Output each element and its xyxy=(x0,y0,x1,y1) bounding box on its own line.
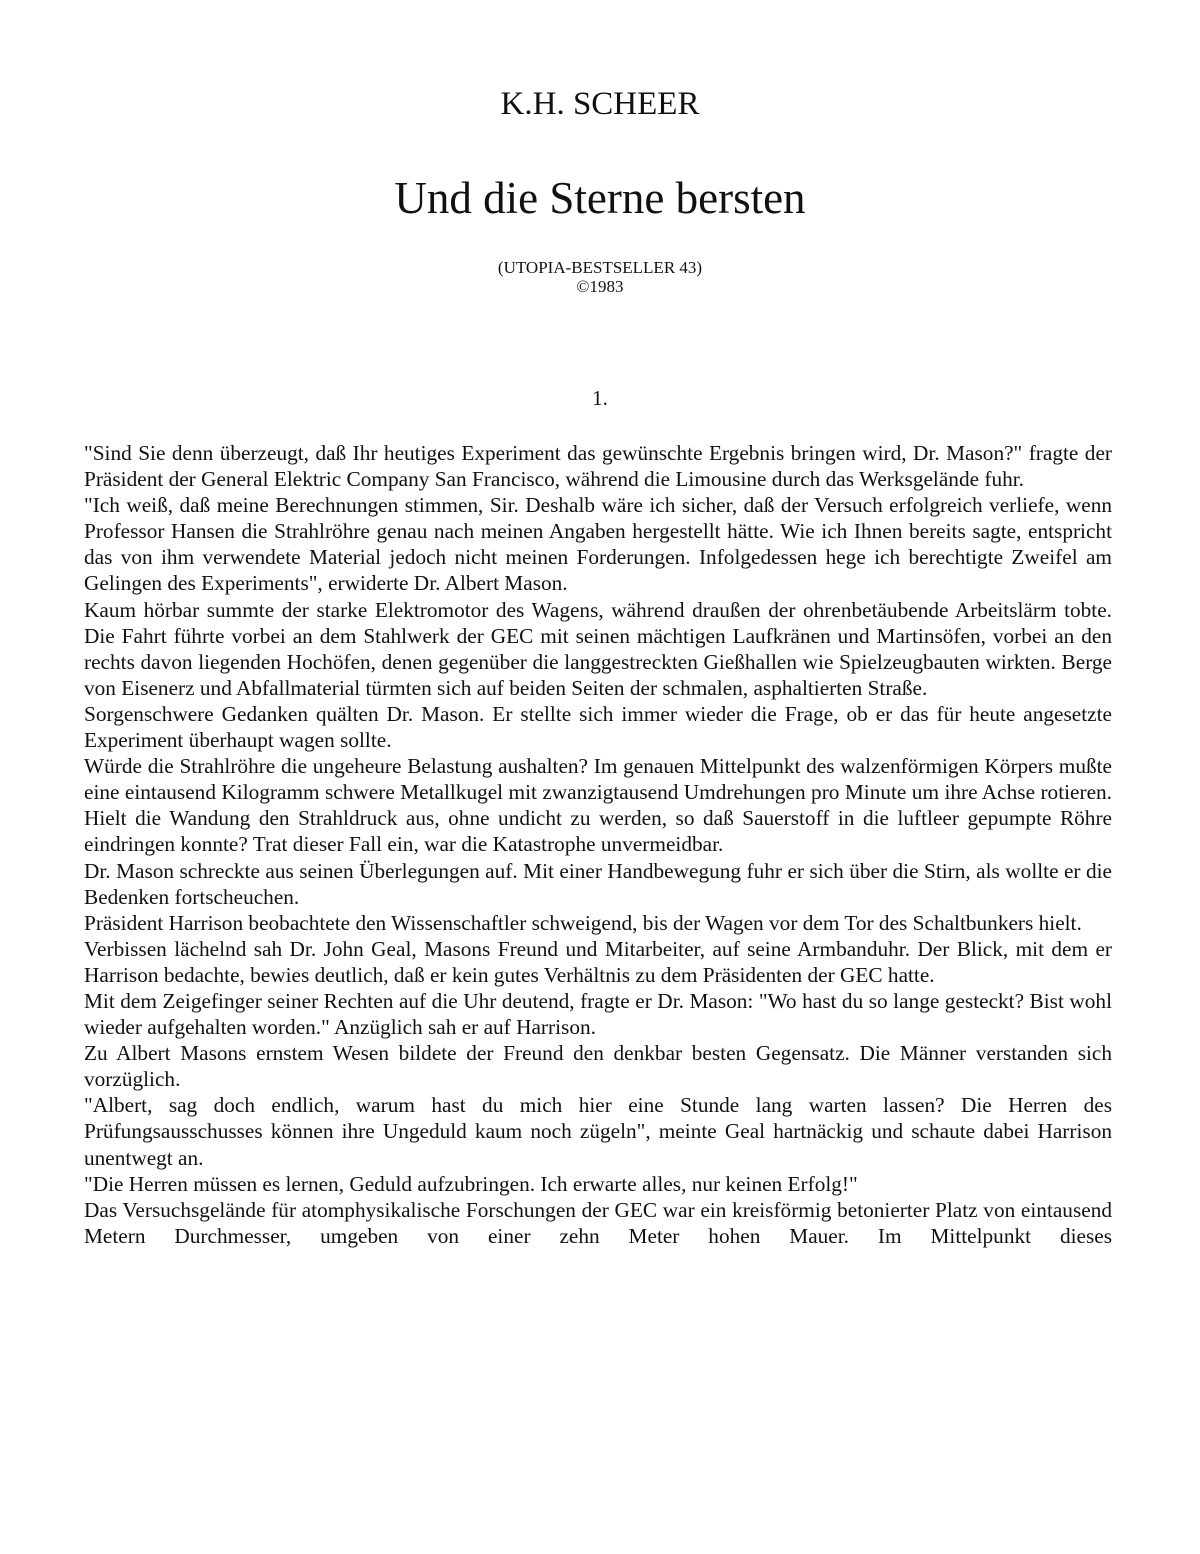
copyright-year: ©1983 xyxy=(576,277,624,296)
paragraph: Mit dem Zeigefinger seiner Rechten auf die Uhr deutend, fragte er Dr. Mason: "Wo hast du so lange gesteckt? Bist wohl wieder aufgehalten worden." Anzüglich sah er auf Harrison. xyxy=(84,988,1112,1040)
paragraph: Kaum hörbar summte der starke Elektromotor des Wagens, während draußen der ohrenbetäubende Arbeitslärm tobte. Die Fahrt führte vorbei an dem Stahlwerk der GEC mit seinen mächtigen Laufkränen und Martinsöfen, vorbei an den rechts davon liegenden Hochöfen, denen gegenüber die langgestreckten Gießhallen wie Spielzeugbauten wirkten. Berge von Eisenerz und Abfallmaterial türmten sich auf beiden Seiten der schmalen, asphaltierten Straße. xyxy=(84,597,1112,700)
paragraph: Zu Albert Masons ernstem Wesen bildete der Freund den denkbar besten Gegensatz. Die Männer verstanden sich vorzüglich. xyxy=(84,1041,1112,1092)
body-text xyxy=(84,440,1112,1249)
paragraph: Das Versuchsgelände für atomphysikalische Forschungen der GEC war ein kreisförmig betonierter Platz von eintausend Metern Durchmesser, umgeben von einer zehn Meter hohen Mauer. Im Mittelpunkt dieses xyxy=(84,1197,1112,1248)
paragraph: Präsident Harrison beobachtete den Wissenschaftler schweigend, bis der Wagen vor dem Tor des Schaltbunkers hielt. xyxy=(84,910,1082,935)
paragraph: "Die Herren müssen es lernen, Geduld aufzubringen. Ich erwarte alles, nur keinen Erfolg!" xyxy=(84,1171,858,1196)
series-label: (UTOPIA-BESTSELLER 43) xyxy=(497,258,703,277)
author-name: K.H. SCHEER xyxy=(500,86,700,122)
chapter-number: 1. xyxy=(592,386,608,410)
paragraph: Verbissen lächelnd sah Dr. John Geal, Masons Freund und Mitarbeiter, auf seine Armbanduhr. Der Blick, mit dem er Harrison bedachte, bewies deutlich, daß er kein gutes Verhältnis zu dem Präsidenten der GEC hatte. xyxy=(84,936,1112,987)
paragraph: "Sind Sie denn überzeugt, daß Ihr heutiges Experiment das gewünschte Ergebnis bringen wird, Dr. Mason?" fragte der Präsident der General Elektric Company San Francisco, während die Limousine durch das Werksgelände fuhr. xyxy=(84,441,1112,492)
book-title: Und die Sterne bersten xyxy=(394,173,806,223)
paragraph: "Albert, sag doch endlich, warum hast du mich hier eine Stunde lang warten lassen? Die Herren des Prüfungsausschusses können ihre Ungeduld kaum noch zügeln", meinte Geal hartnäckig und schaute dabei Harrison unentwegt an. xyxy=(84,1093,1112,1170)
paragraph: Dr. Mason schreckte aus seinen Überlegungen auf. Mit einer Handbewegung fuhr er sich über die Stirn, als wollte er die Bedenken fortscheuchen. xyxy=(84,858,1112,909)
paragraph: "Ich weiß, daß meine Berechnungen stimmen, Sir. Deshalb wäre ich sicher, daß der Versuch erfolgreich verliefe, wenn Professor Hansen die Strahlröhre genau nach meinen Angaben hergestellt hätte. Wie ich Ihnen bereits sagte, entspricht das von ihm verwendete Material jedoch nicht meinen Forderungen. Infolgedessen hege ich berechtigte Zweifel am Gelingen des Experiments", erwiderte Dr. Albert Mason. xyxy=(84,493,1112,596)
paragraph: Würde die Strahlröhre die ungeheure Belastung aushalten? Im genauen Mittelpunkt des walzenförmigen Körpers mußte eine eintausend Kilogramm schwere Metallkugel mit zwanzigtausend Umdrehungen pro Minute um ihre Achse rotieren. Hielt die Wandung den Strahldruck aus, ohne undicht zu werden, so daß Sauerstoff in die luftleer gepumpte Röhre eindringen konnte? Trat dieser Fall ein, war die Katastrophe unvermeidbar. xyxy=(84,754,1112,857)
paragraph: Sorgenschwere Gedanken quälten Dr. Mason. Er stellte sich immer wieder die Frage, ob er das für heute angesetzte Experiment überhaupt wagen sollte. xyxy=(84,701,1112,753)
